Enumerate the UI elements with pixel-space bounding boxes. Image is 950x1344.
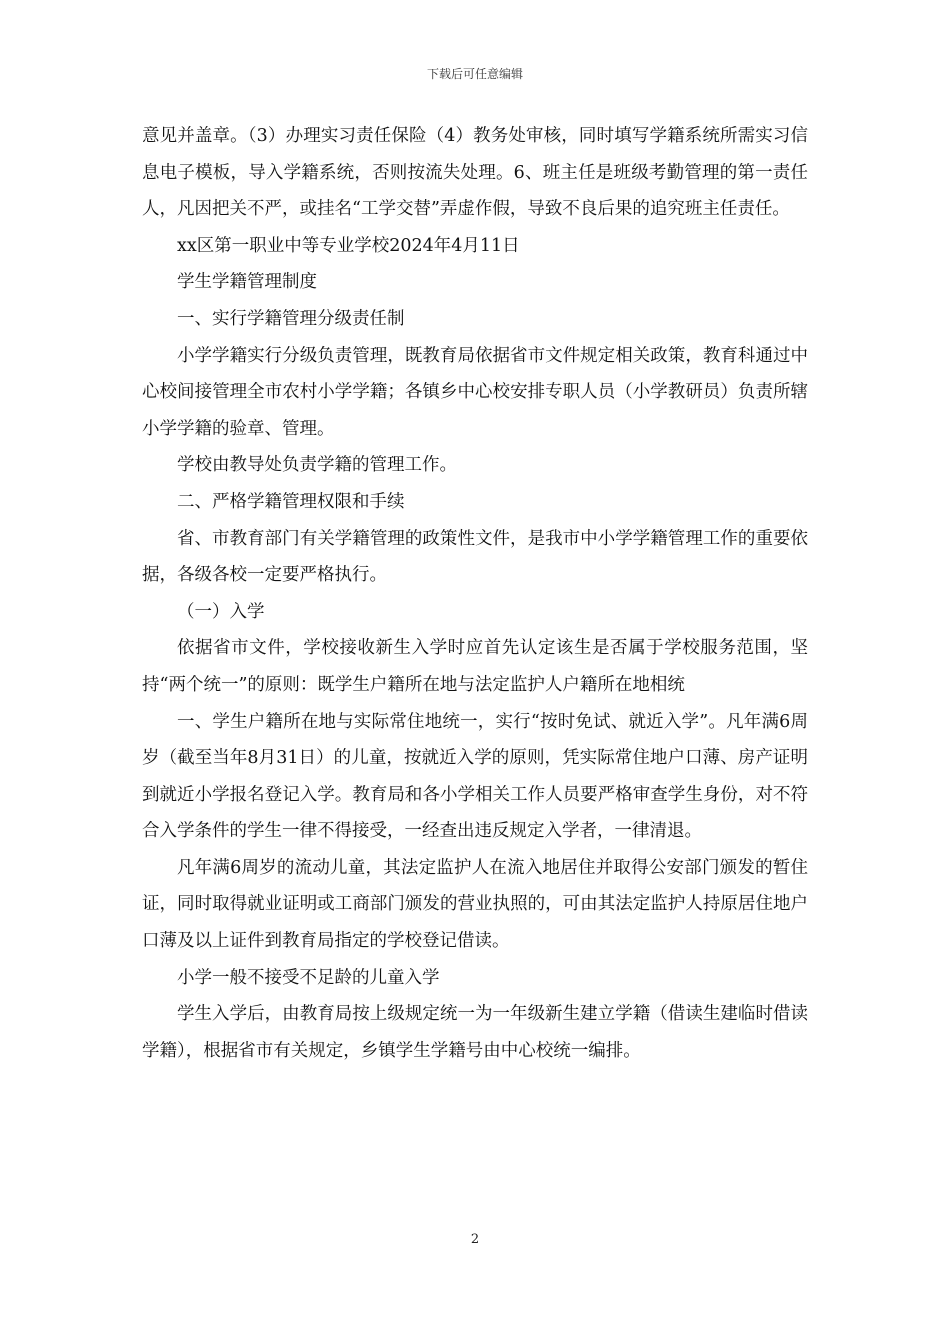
paragraph-5: 小学学籍实行分级负责管理，既教育局依据省市文件规定相关政策，教育科通过中心校间接管理全市农村小学学籍；各镇乡中心校安排专职人员（小学教研员）负责所辖小学学籍的验章、管理。 <box>142 345 808 439</box>
document-body <box>142 118 808 1069</box>
paragraph-12: 凡年满6周岁的流动儿童，其法定监护人在流入地居住并取得公安部门颁发的暂住证，同时取得就业证明或工商部门颁发的营业执照的，可由其法定监护人持原居住地户口薄及以上证件到教育局指定的学校登记借读。 <box>142 857 808 952</box>
paragraph-6: 学校由教导处负责学籍的管理工作。 <box>177 455 457 476</box>
paragraph-2: xx区第一职业中等专业学校2024年4月11日 <box>177 235 520 256</box>
page-header: 下载后可任意编辑 <box>426 67 523 81</box>
paragraph-3: 学生学籍管理制度 <box>177 272 317 293</box>
paragraph-14: 学生入学后，由教育局按上级规定统一为一年级新生建立学籍（借读生建临时借读学籍），根据省市有关规定，乡镇学生学籍号由中心校统一编排。 <box>142 1004 808 1061</box>
paragraph-9: （一）入学 <box>177 601 265 622</box>
paragraph-11: 一、学生户籍所在地与实际常住地统一，实行“按时免试、就近入学”。凡年满6周岁（截至当年8月31日）的儿童，按就近入学的原则，凭实际常住地户口薄、房产证明到就近小学报名登记入学。教育局和各小学相关工作人员要严格审查学生身份，对不符合入学条件的学生一律不得接受，一经查出违反规定入学者，一律清退。 <box>142 711 808 842</box>
paragraph-7: 二、严格学籍管理权限和手续 <box>177 491 405 512</box>
page-number: 2 <box>470 1232 480 1247</box>
paragraph-4: 一、实行学籍管理分级责任制 <box>177 308 405 329</box>
paragraph-13: 小学一般不接受不足龄的儿童入学 <box>177 967 440 988</box>
paragraph-10: 依据省市文件，学校接收新生入学时应首先认定该生是否属于学校服务范围，坚持“两个统一”的原则：既学生户籍所在地与法定监护人户籍所在地相统 <box>142 638 808 695</box>
paragraph-8: 省、市教育部门有关学籍管理的政策性文件，是我市中小学学籍管理工作的重要依据，各级各校一定要严格执行。 <box>142 528 808 586</box>
paragraph-1: 意见并盖章。（3）办理实习责任保险（4）教务处审核，同时填写学籍系统所需实习信息电子模板，导入学籍系统，否则按流失处理。6、班主任是班级考勤管理的第一责任人，凡因把关不严，或挂名“工学交替”弄虚作假，导致不良后果的追究班主任责任。 <box>142 126 808 220</box>
